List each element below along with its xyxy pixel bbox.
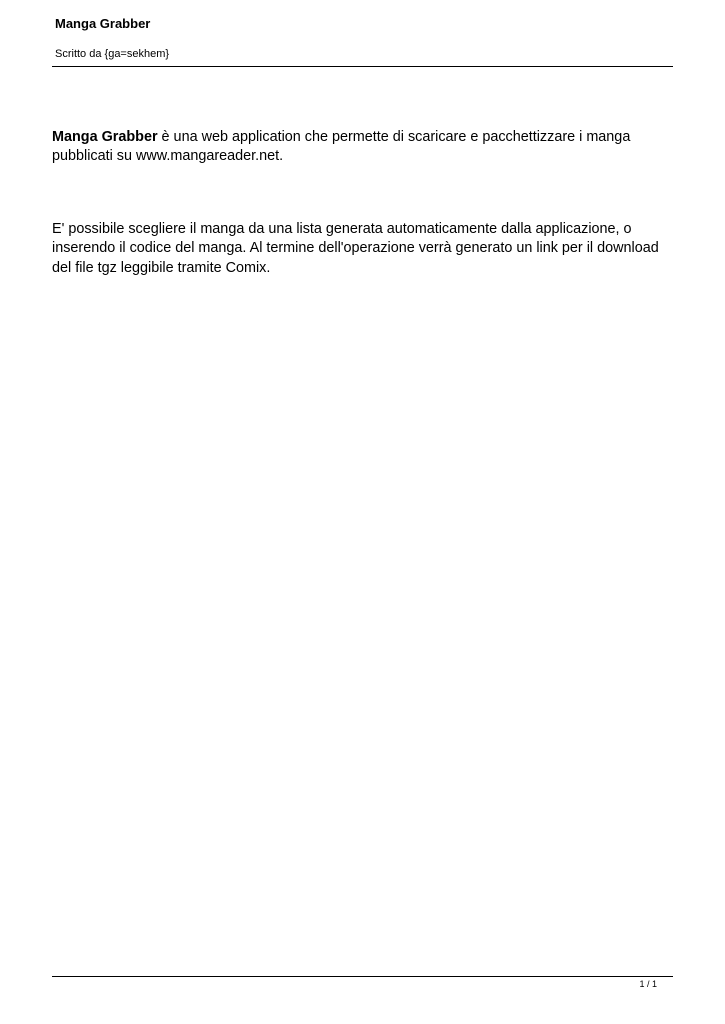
description-paragraph <box>52 220 677 278</box>
page-title: Manga Grabber <box>55 16 151 31</box>
intro-paragraph <box>52 128 677 167</box>
intro-bold-lead: Manga Grabber <box>52 129 158 145</box>
author-byline: Scritto da {ga=sekhem} <box>55 48 170 60</box>
header-divider <box>52 66 673 67</box>
footer-divider <box>52 976 673 977</box>
description-text: E' possibile scegliere il manga da una lista generata automaticamente dalla applicazione, o inserendo il codice del manga. Al termine dell'operazione verrà generato un link per il download del file tgz leggibile tramite Comix. <box>52 221 659 276</box>
intro-text: è una web application che permette di scaricare e pacchettizzare i manga pubblicati su www.mangareader.net. <box>52 129 631 165</box>
page-number: 1 / 1 <box>639 979 657 989</box>
